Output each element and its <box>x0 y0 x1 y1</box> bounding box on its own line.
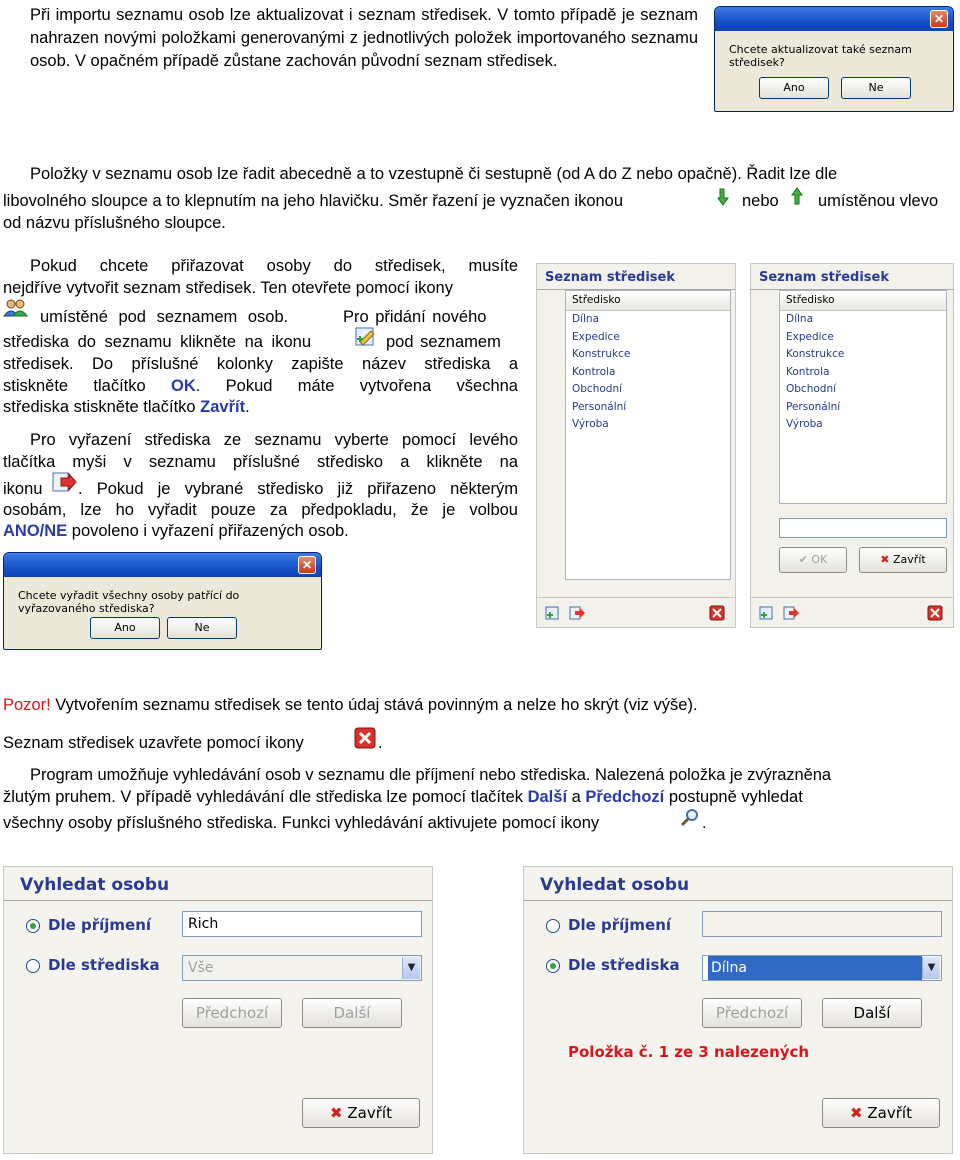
prev-label: Předchozí <box>585 788 665 806</box>
assign-line-5: středisek. Do příslušné kolonky zapište název střediska a <box>3 355 518 373</box>
by-name-radio[interactable] <box>546 919 560 933</box>
remove-line-4: osobám, lze ho vyřadit pouze za předpokladu, že je volbou <box>3 501 518 519</box>
search-person-dialog-result <box>523 866 953 1154</box>
list-item[interactable]: Expedice <box>572 330 620 343</box>
by-center-radio[interactable] <box>546 959 560 973</box>
search-dialog-title: Vyhledat osobu <box>4 867 432 901</box>
list-item[interactable]: Kontrola <box>572 365 616 378</box>
by-name-label: Dle příjmení <box>568 916 672 934</box>
list-item[interactable]: Personální <box>572 400 627 413</box>
close-list-icon[interactable] <box>927 605 943 621</box>
chevron-down-icon[interactable]: ▼ <box>922 957 940 979</box>
remove-line-1: Pro vyřazení střediska ze seznamu vyberte pomocí levého <box>30 431 518 449</box>
warning-line: Pozor! Vytvořením seznamu středisek se tento údaj stává povinným a nelze ho skrýt (viz výše). <box>3 696 698 714</box>
ok-button[interactable]: ✔ OK <box>779 547 847 573</box>
panel-title: Seznam středisek <box>751 264 953 290</box>
by-center-label: Dle střediska <box>568 956 680 974</box>
list-item[interactable]: Obchodní <box>572 383 623 395</box>
check-icon: ✔ <box>798 553 808 566</box>
search-line-2: žlutým pruhem. V případě vyhledávání dle střediska lze pomocí tlačítek Další a Předchozí postupně vyhledat <box>3 788 803 806</box>
remove-persons-dialog <box>3 552 322 650</box>
close-icon[interactable]: ✕ <box>298 556 316 574</box>
center-name-input[interactable] <box>779 518 947 538</box>
dialog-message: Chcete aktualizovat také seznam středisek? <box>729 43 912 69</box>
list-item[interactable]: Konstrukce <box>786 348 845 360</box>
remove-line-3b: . Pokud je vybrané středisko již přiřazeno některým <box>78 480 518 498</box>
remove-center-icon[interactable] <box>569 605 585 621</box>
search-result-status: Položka č. 1 ze 3 nalezených <box>568 1043 810 1061</box>
sort-line-3: od názvu příslušného sloupce. <box>3 214 226 232</box>
list-item[interactable]: Kontrola <box>786 365 830 378</box>
persons-icon <box>3 298 29 318</box>
search-line-3-end: . <box>702 814 707 832</box>
list-item[interactable]: Personální <box>786 400 841 413</box>
intro-paragraph: Při importu seznamu osob lze aktualizovat i seznam středisek. V tomto případě je seznam nahrazen novými položkami generovanými z jednotlivých položek importovaného seznamu osob. V opačném případě zůstane zachován původní seznam středisek. <box>30 6 698 70</box>
add-center-icon[interactable] <box>545 605 561 621</box>
remove-center-icon[interactable] <box>783 605 799 621</box>
sort-up-icon <box>790 186 808 206</box>
assign-line-3b: Pro přidání nového <box>343 308 487 326</box>
assign-line-4a: střediska do seznamu klikněte na ikonu <box>3 333 311 351</box>
next-label: Další <box>527 788 568 806</box>
search-line-1: Program umožňuje vyhledávání osob v seznamu dle příjmení nebo střediska. Nalezená položka je zvýrazněna <box>30 766 832 784</box>
no-button[interactable]: Ne <box>167 617 237 639</box>
panel-toolbar <box>537 597 735 627</box>
search-line-3: všechny osoby příslušného střediska. Funkci vyhledávání aktivujete pomocí ikony <box>3 814 600 832</box>
sort-line-2b: nebo <box>742 192 779 210</box>
next-button[interactable]: Další <box>822 998 922 1028</box>
center-select[interactable] <box>182 955 422 981</box>
sort-line-2a: libovolného sloupce a to klepnutím na jeho hlavičku. Směr řazení je vyznačen ikonou <box>3 192 624 210</box>
column-header[interactable]: Středisko <box>780 291 946 311</box>
sort-down-icon <box>716 187 734 207</box>
search-dialog-title: Vyhledat osobu <box>524 867 952 901</box>
chevron-down-icon[interactable]: ▼ <box>402 957 420 979</box>
next-button[interactable]: Další <box>302 998 402 1028</box>
assign-line-3: umístěné pod seznamem osob. <box>40 308 289 326</box>
column-header[interactable]: Středisko <box>566 291 730 311</box>
center-list[interactable] <box>565 290 731 580</box>
close-button[interactable]: ✖ Zavřít <box>302 1098 420 1128</box>
center-list-panel-edit <box>750 263 954 628</box>
list-item[interactable]: Výroba <box>786 418 823 430</box>
list-item[interactable]: Dílna <box>786 313 814 325</box>
remove-line-2: tlačítka myši v seznamu příslušné středisko a klikněte na <box>3 453 518 471</box>
remove-line-3a: ikonu <box>3 480 43 498</box>
list-item[interactable]: Dílna <box>572 313 600 325</box>
close-icon[interactable]: ✕ <box>930 10 948 28</box>
sort-line-2c: umístěnou vlevo <box>818 192 939 210</box>
ano-ne-label: ANO/NE <box>3 522 68 540</box>
close-icon: ✖ <box>850 1104 863 1122</box>
list-item[interactable]: Výroba <box>572 418 609 430</box>
close-label: Zavřít <box>200 398 246 416</box>
by-name-radio[interactable] <box>26 919 40 933</box>
update-centers-dialog <box>714 6 954 112</box>
magnifier-icon <box>680 808 700 828</box>
by-name-label: Dle příjmení <box>48 916 152 934</box>
center-select-value: Vše <box>188 960 214 976</box>
assign-line-1: Pokud chcete přiřazovat osoby do středisek, musíte <box>30 257 518 275</box>
ok-label: OK <box>171 377 196 395</box>
warning-label: Pozor! <box>3 696 51 714</box>
center-select[interactable] <box>702 955 942 981</box>
yes-button[interactable]: Ano <box>759 77 829 99</box>
close-button[interactable]: ✖ Zavřít <box>859 547 947 573</box>
center-select-value: Dílna <box>708 956 922 980</box>
remove-line-5: ANO/NE povoleno i vyřazení přiřazených osob. <box>3 522 349 540</box>
sort-line-1: Položky v seznamu osob lze řadit abecedně a to vzestupně či sestupně (od A do Z nebo opačně). Řadit lze dle <box>30 165 838 183</box>
close-list-icon <box>354 727 376 749</box>
center-list[interactable] <box>779 290 947 504</box>
prev-button[interactable]: Předchozí <box>702 998 802 1028</box>
close-list-icon[interactable] <box>709 605 725 621</box>
dialog-message: Chcete vyřadit všechny osoby patřící do vyřazovaného střediska? <box>18 589 240 615</box>
close-list-line: Seznam středisek uzavřete pomocí ikony <box>3 734 304 752</box>
close-icon: ✖ <box>330 1104 343 1122</box>
close-icon: ✖ <box>880 553 890 566</box>
search-person-dialog <box>3 866 433 1154</box>
dialog-titlebar <box>715 7 953 31</box>
remove-center-icon <box>51 470 77 494</box>
close-button[interactable]: ✖ Zavřít <box>822 1098 940 1128</box>
yes-button[interactable]: Ano <box>90 617 160 639</box>
surname-input[interactable] <box>702 911 942 937</box>
panel-toolbar <box>751 597 953 627</box>
panel-title: Seznam středisek <box>537 264 735 290</box>
surname-input[interactable]: Rich <box>182 911 422 937</box>
by-center-radio[interactable] <box>26 959 40 973</box>
list-item[interactable]: Obchodní <box>786 383 837 395</box>
assign-line-7: střediska stiskněte tlačítko Zavřít. <box>3 398 250 416</box>
assign-line-2: nejdříve vytvořit seznam středisek. Ten otevřete pomocí ikony <box>3 279 453 297</box>
dialog-titlebar <box>4 553 321 577</box>
add-center-icon <box>354 325 378 349</box>
assign-line-6: stiskněte tlačítko OK. Pokud máte vytvořena všechna <box>3 377 518 395</box>
prev-button[interactable]: Předchozí <box>182 998 282 1028</box>
close-list-end: . <box>378 734 383 752</box>
list-item[interactable]: Expedice <box>786 330 834 343</box>
list-item[interactable]: Konstrukce <box>572 348 631 360</box>
no-button[interactable]: Ne <box>841 77 911 99</box>
assign-line-4b: pod seznamem <box>386 333 501 351</box>
center-list-panel <box>536 263 736 628</box>
add-center-icon[interactable] <box>759 605 775 621</box>
by-center-label: Dle střediska <box>48 956 160 974</box>
